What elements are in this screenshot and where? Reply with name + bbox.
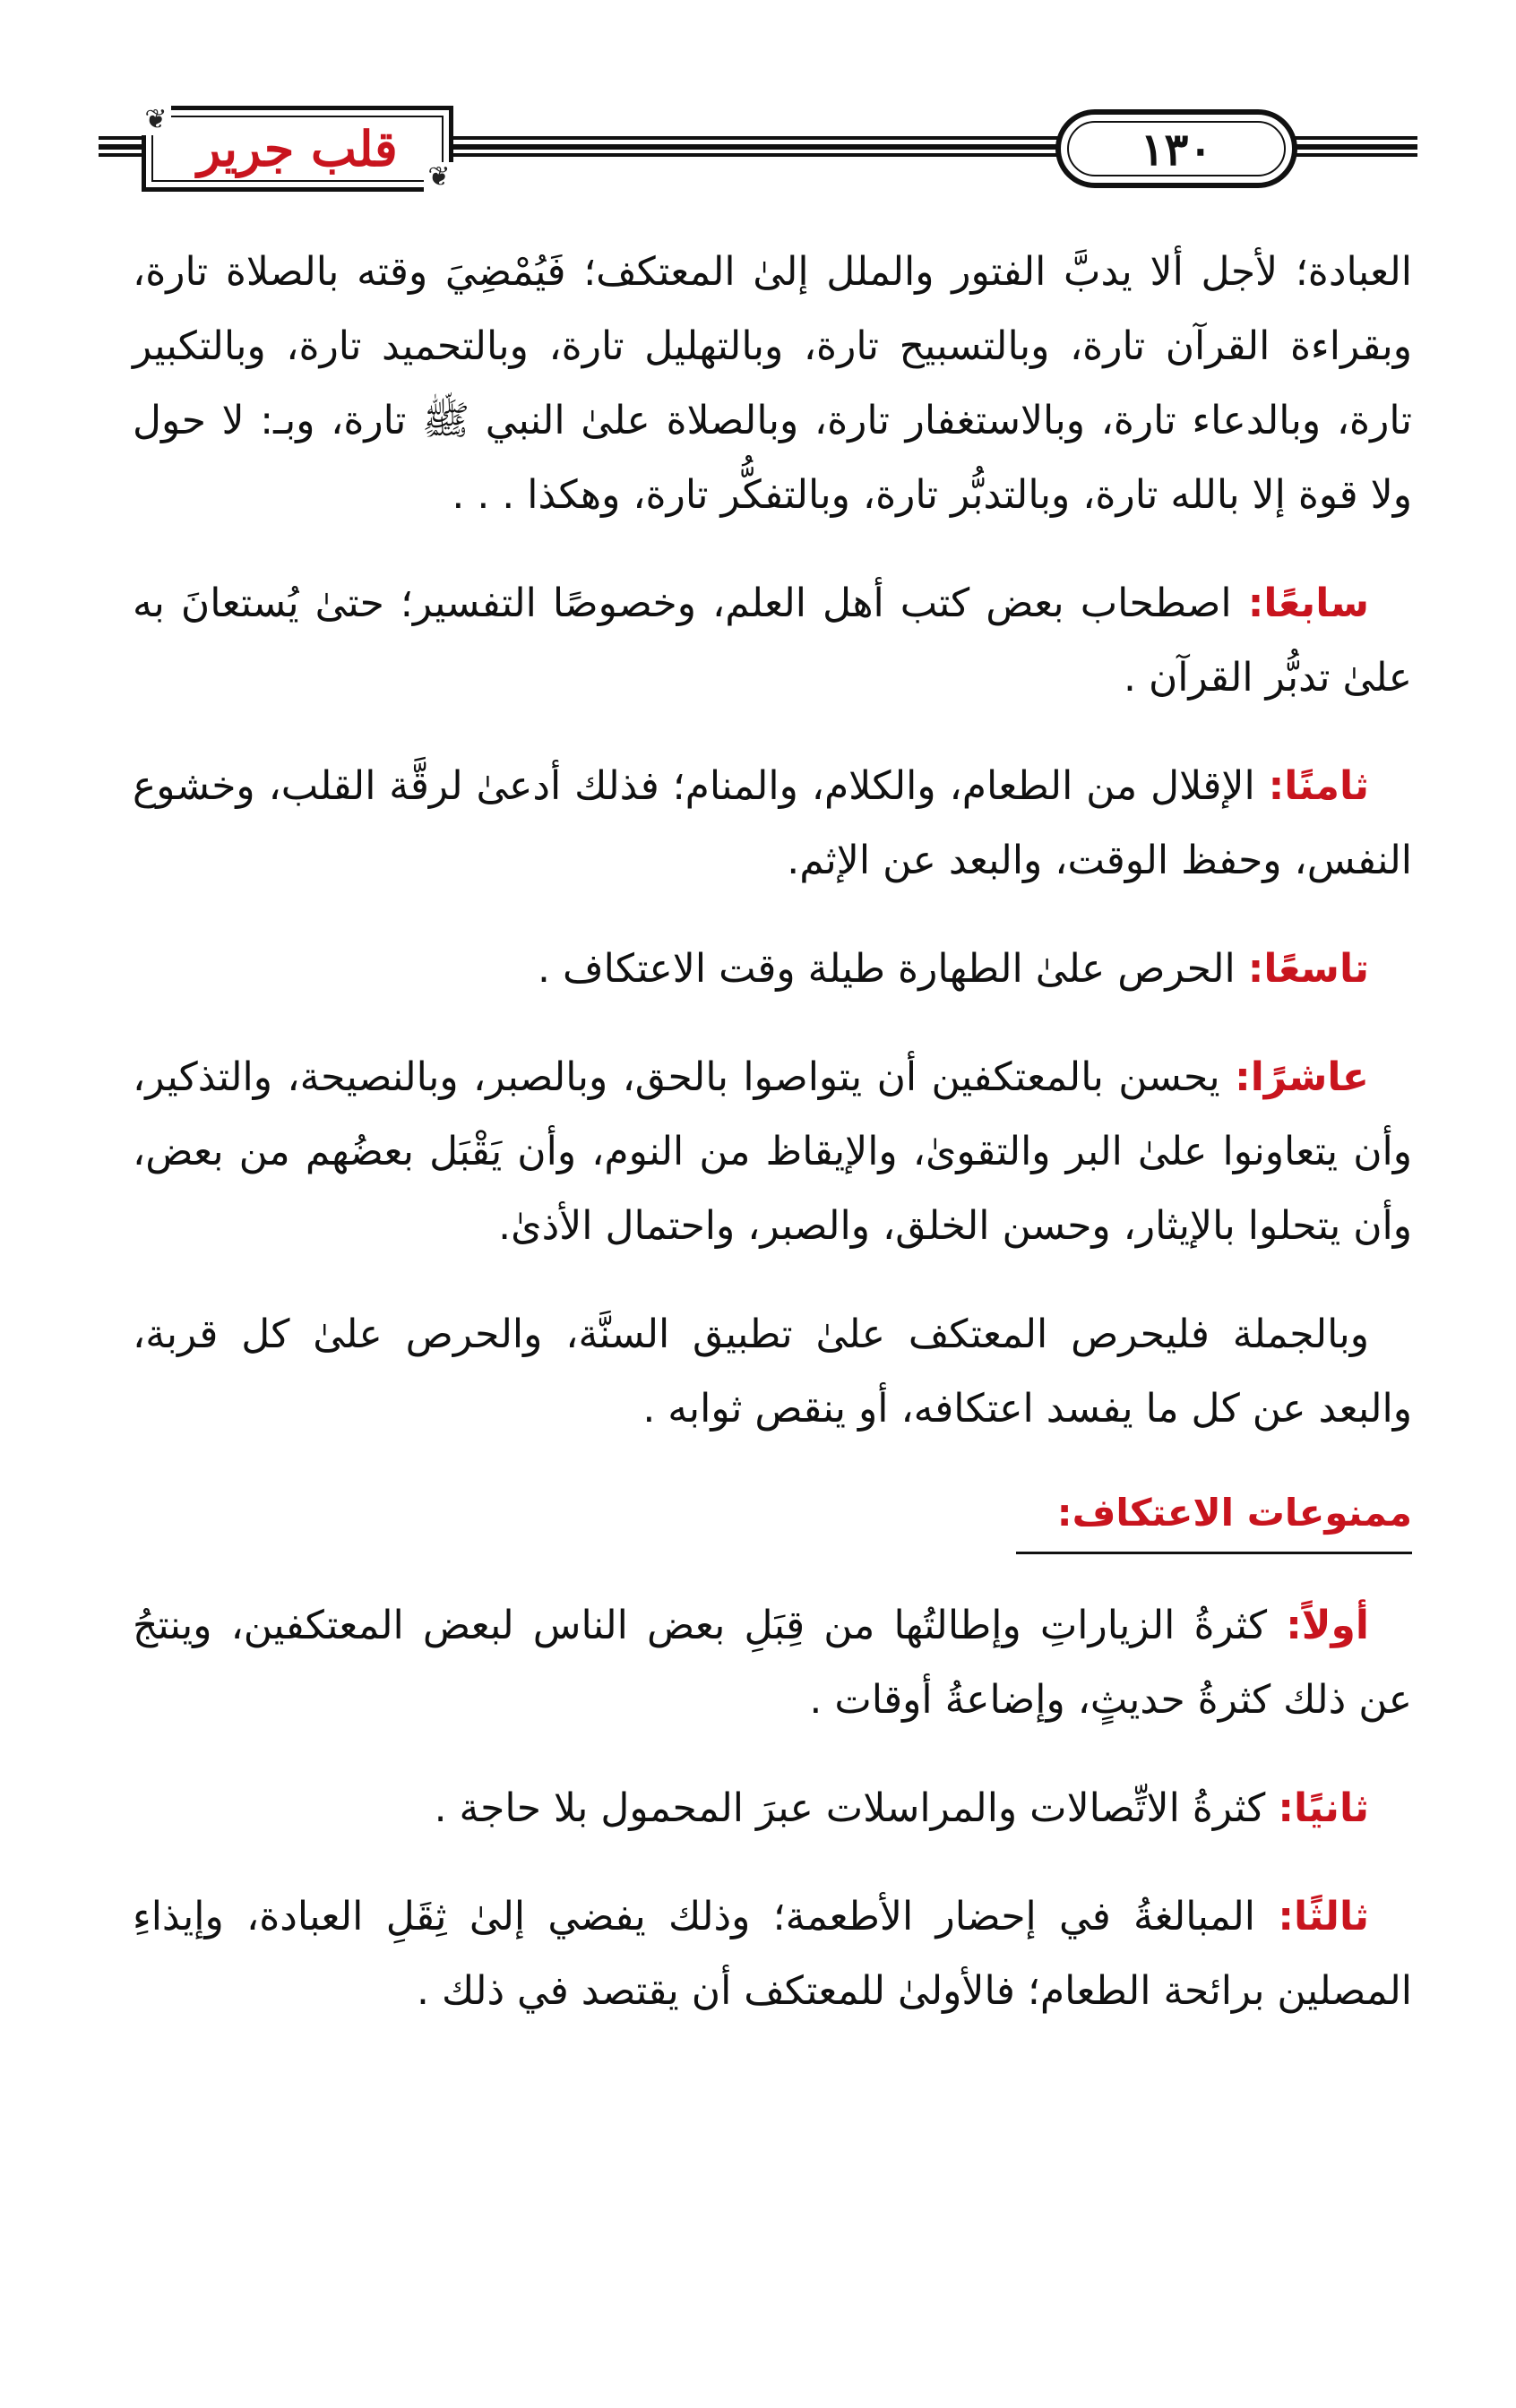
- item-seventh: سابعًا: اصطحاب بعض كتب أهل العلم، وخصوصًا التفسير؛ حتىٰ يُستعانَ به علىٰ تدبُّر القرآن .: [133, 580, 1412, 701]
- item-label: ثالثًا: [1293, 1894, 1369, 1939]
- book-title: قلب جرير: [197, 120, 398, 177]
- section-heading: ممنوعات الاعتكاف:: [1016, 1482, 1412, 1554]
- prohibition-first: أولاً: كثرةُ الزياراتِ وإطالتُها من قِبَلِ بعض الناس لبعض المعتكفين، وينتجُ عن ذلك كثرةُ حديثٍ، وإضاعةُ أوقات .: [133, 1603, 1412, 1723]
- item-text: الحرص علىٰ الطهارة طيلة وقت الاعتكاف .: [537, 946, 1236, 992]
- book-title-frame: [142, 106, 453, 192]
- item-label: أولاً: [1301, 1603, 1369, 1648]
- item-label: ثامنًا: [1284, 763, 1369, 809]
- item-label: سابعًا: [1263, 580, 1369, 626]
- item-text: اصطحاب بعض كتب أهل العلم، وخصوصًا التفسير؛ حتىٰ يُستعانَ به علىٰ تدبُّر القرآن .: [133, 580, 1412, 701]
- item-text: كثرةُ الاتِّصالات والمراسلات عبرَ المحمول بلا حاجة .: [434, 1785, 1266, 1831]
- item-label: ثانيًا: [1293, 1785, 1369, 1831]
- page-number-frame: [1055, 109, 1297, 188]
- prohibition-second: ثانيًا: كثرةُ الاتِّصالات والمراسلات عبرَ المحمول بلا حاجة .: [434, 1785, 1369, 1831]
- summary-paragraph: وبالجملة فليحرص المعتكف علىٰ تطبيق السنَّة، والحرص علىٰ كل قربة، والبعد عن كل ما يفسد اعتكافه، أو ينقص ثوابه .: [133, 1312, 1412, 1432]
- floral-ornament-icon: ❦: [424, 162, 454, 193]
- floral-ornament-icon: ❦: [141, 105, 171, 135]
- page-number: ١٣٠: [1140, 122, 1213, 176]
- page-header: [0, 86, 1516, 202]
- item-text: يحسن بالمعتكفين أن يتواصوا بالحق، وبالصبر، وبالنصيحة، والتذكير، وأن يتعاونوا علىٰ البر والتقوىٰ، والإيقاظ من النوم، وأن يَقْبَل بعضُهم من بعض، وأن يتحلوا بالإيثار، وحسن الخلق، والصبر، واحتمال الأذىٰ.: [133, 1054, 1412, 1249]
- page-body: [133, 235, 1412, 2028]
- item-label: تاسعًا: [1263, 946, 1369, 992]
- item-text: الإقلال من الطعام، والكلام، والمنام؛ فذلك أدعىٰ لرقَّة القلب، وخشوع النفس، وحفظ الوقت، والبعد عن الإثم.: [133, 763, 1412, 883]
- item-eighth: ثامنًا: الإقلال من الطعام، والكلام، والمنام؛ فذلك أدعىٰ لرقَّة القلب، وخشوع النفس، وحفظ الوقت، والبعد عن الإثم.: [133, 763, 1412, 883]
- intro-paragraph: العبادة؛ لأجل ألا يدبَّ الفتور والملل إلىٰ المعتكف؛ فَيُمْضِيَ وقته بالصلاة تارة، وبقراءة القرآن تارة، وبالتسبيح تارة، وبالتهليل تارة، وبالتحميد تارة، وبالتكبير تارة، وبالدعاء تارة، وبالاستغفار تارة، وبالصلاة علىٰ النبي ﷺ تارة، وبـ: لا حول ولا قوة إلا بالله تارة، وبالتدبُّر تارة، وبالتفكُّر تارة، وهكذا . . .: [133, 249, 1412, 518]
- item-ninth: تاسعًا: الحرص علىٰ الطهارة طيلة وقت الاعتكاف .: [537, 946, 1369, 992]
- item-text: كثرةُ الزياراتِ وإطالتُها من قِبَلِ بعض الناس لبعض المعتكفين، وينتجُ عن ذلك كثرةُ حديثٍ، وإضاعةُ أوقات .: [133, 1603, 1412, 1723]
- item-tenth: عاشرًا: يحسن بالمعتكفين أن يتواصوا بالحق، وبالصبر، وبالنصيحة، والتذكير، وأن يتعاونوا علىٰ البر والتقوىٰ، والإيقاظ من النوم، وأن يَقْبَل بعضُهم من بعض، وأن يتحلوا بالإيثار، وحسن الخلق، والصبر، واحتمال الأذىٰ.: [133, 1054, 1412, 1249]
- item-label: عاشرًا: [1250, 1054, 1369, 1100]
- item-text: المبالغةُ في إحضار الأطعمة؛ وذلك يفضي إلىٰ ثِقَلِ العبادة، وإيذاءِ المصلين برائحة الطعام؛ فالأولىٰ للمعتكف أن يقتصد في ذلك .: [133, 1894, 1412, 2014]
- prohibition-third: ثالثًا: المبالغةُ في إحضار الأطعمة؛ وذلك يفضي إلىٰ ثِقَلِ العبادة، وإيذاءِ المصلين برائحة الطعام؛ فالأولىٰ للمعتكف أن يقتصد في ذلك .: [133, 1894, 1412, 2014]
